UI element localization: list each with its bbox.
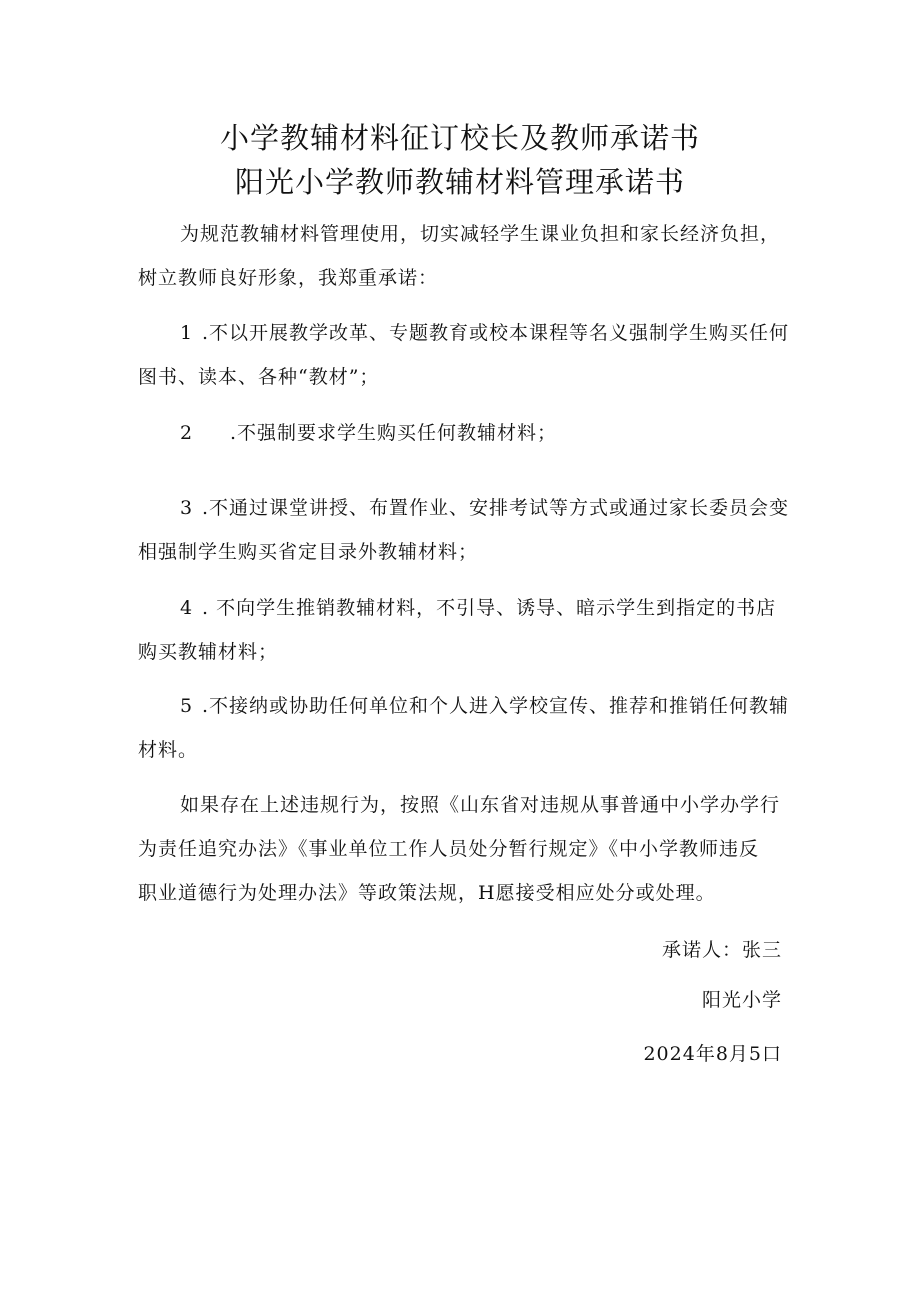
item-text-line-2: 相强制学生购买省定目录外教辅材料； <box>138 541 479 563</box>
intro-line-2: 树立教师良好形象，我郑重承诺： <box>138 267 439 289</box>
item-number: 1 <box>180 322 194 344</box>
item-number: 3 <box>180 497 194 519</box>
closing-paragraph <box>138 783 788 915</box>
item-text-line-2: 图书、读本、各种“教材”； <box>138 366 380 388</box>
school-name: 阳光小学 <box>701 989 782 1011</box>
item-text-line-1: .不接纳或协助任何单位和个人进入学校宣传、推荐和推销任何教辅 <box>202 695 790 717</box>
commitment-item-5 <box>138 684 788 772</box>
commitment-item-1 <box>138 311 788 399</box>
closing-line-2: 为责任追究办法》《事业单位工作人员处分暂行规定》《中小学教师违反 <box>138 838 760 860</box>
commitment-item-3 <box>138 486 788 574</box>
item-text-line-2: 购买教辅材料； <box>138 641 279 663</box>
commitment-item-4 <box>138 586 788 674</box>
item-text-line-1: .不通过课堂讲授、布置作业、安排考试等方式或通过家长委员会变 <box>202 497 790 519</box>
document-title: 小学教辅材料征订校长及教师承诺书 <box>219 121 700 155</box>
intro-line-1: 为规范教辅材料管理使用，切实减轻学生课业负担和家长经济负担， <box>180 223 781 245</box>
item-text-line-1: . 不向学生推销教辅材料，不引导、诱导、暗示学生到指定的书店 <box>202 597 777 619</box>
item-text-line-1: .不强制要求学生购买任何教辅材料； <box>230 422 558 444</box>
item-text-line-1: .不以开展教学改革、专题教育或校本课程等名义强制学生购买任何 <box>202 322 790 344</box>
item-number: 4 <box>180 597 194 619</box>
closing-line-3: 职业道德行为处理办法》等政策法规，H愿接受相应处分或处理。 <box>138 882 716 904</box>
closing-line-1: 如果存在上述违规行为，按照《山东省对违规从事普通中小学办学行 <box>180 794 781 816</box>
item-number: 2 <box>180 422 194 444</box>
item-number: 5 <box>180 695 194 717</box>
document-subtitle: 阳光小学教师教辅材料管理承诺书 <box>234 165 685 199</box>
signature-date: 2024年8月5口 <box>643 1043 782 1065</box>
intro-paragraph <box>138 212 788 300</box>
item-text-line-2: 材料。 <box>138 739 199 761</box>
signer-name: 承诺人：张三 <box>661 939 782 961</box>
commitment-item-2 <box>138 411 788 455</box>
